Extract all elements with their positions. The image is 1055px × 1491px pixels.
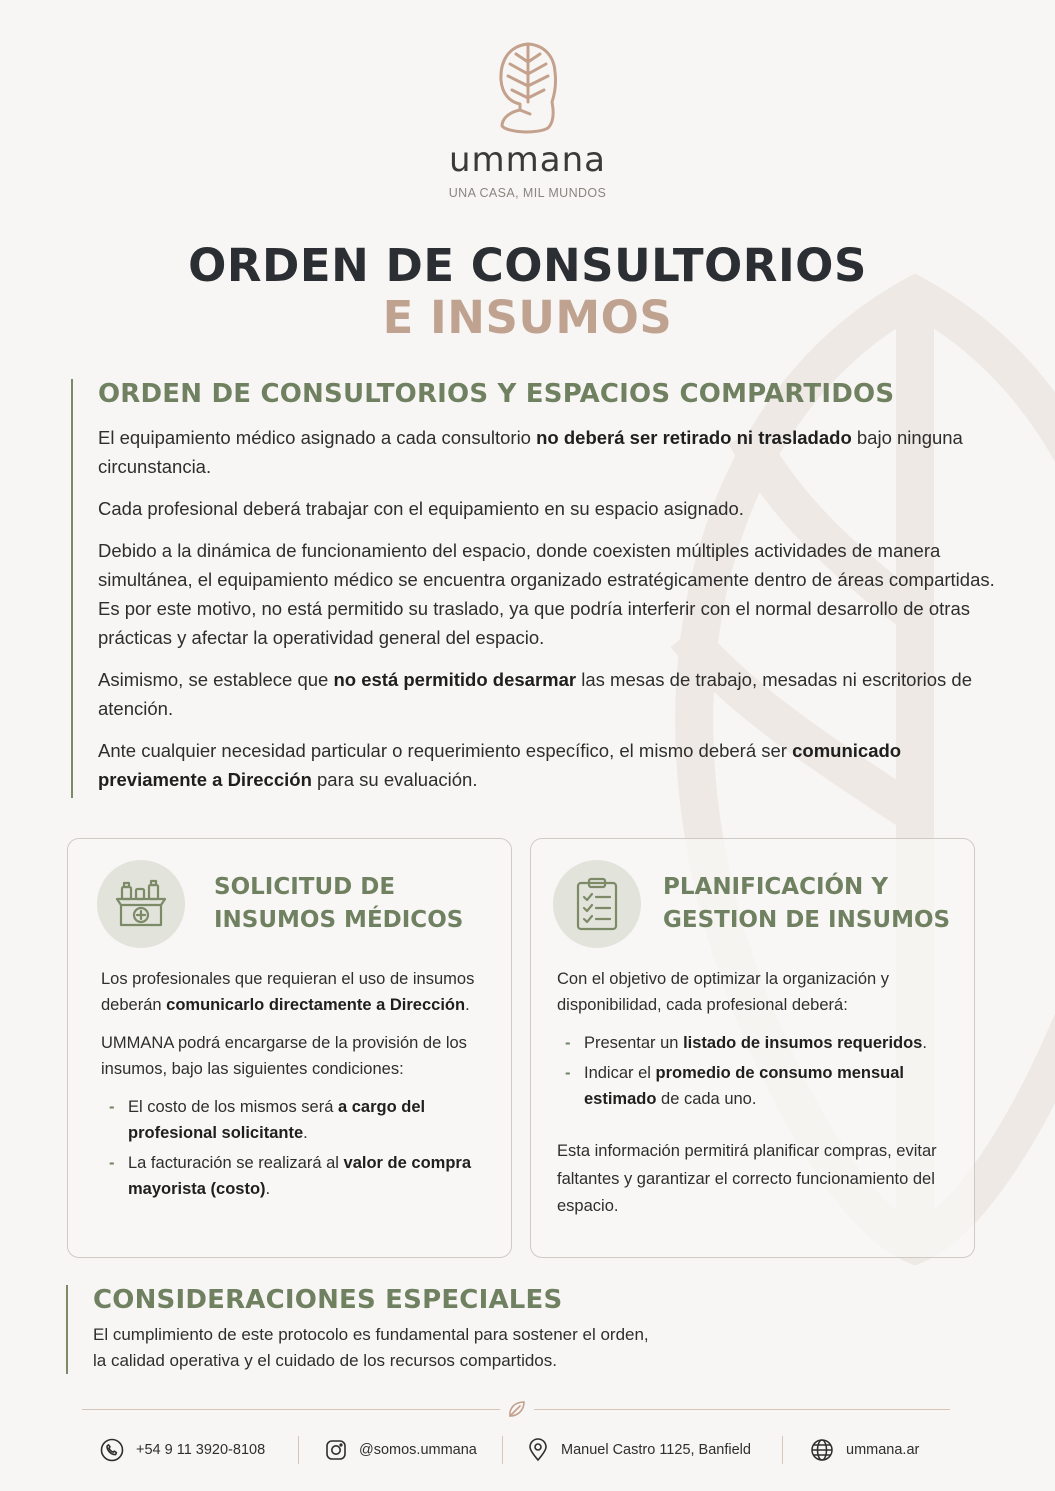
globe-icon	[810, 1438, 834, 1462]
phone-icon	[100, 1438, 124, 1462]
brand-tagline: UNA CASA, MIL MUNDOS	[448, 186, 607, 200]
section-consultorios-p5: Ante cualquier necesidad particular o requerimiento específico, el mismo deberá ser comunicado previamente a Dirección para su evaluación.	[98, 740, 902, 790]
page-title-line2: E INSUMOS	[382, 291, 673, 344]
section-consultorios-p4: Asimismo, se establece que no está permitido desarmar las mesas de trabajo, mesadas ni escritorios de atención.	[98, 669, 972, 719]
footer-address[interactable]	[527, 1432, 751, 1468]
footer-phone[interactable]	[100, 1432, 265, 1468]
footer-contact-bar	[0, 1432, 1055, 1468]
footer-separator	[298, 1436, 299, 1464]
section-consultorios-p1: El equipamiento médico asignado a cada consultorio no deberá ser retirado ni trasladado bajo ninguna circunstancia.	[98, 427, 963, 477]
section-consultorios-p2: Cada profesional deberá trabajar con el equipamiento en su espacio asignado.	[98, 498, 744, 519]
section-consideraciones	[66, 1285, 793, 1374]
section-consideraciones-line1: El cumplimiento de este protocolo es fundamental para sostener el orden,	[93, 1325, 649, 1344]
card-planificacion-title: PLANIFICACIÓN Y GESTION DE INSUMOS	[663, 874, 951, 933]
location-pin-icon	[527, 1438, 549, 1462]
card-planificacion-p1: Con el objetivo de optimizar la organización y disponibilidad, cada profesional deberá:	[557, 970, 890, 1014]
card-solicitud-p2: UMMANA podrá encargarse de la provisión de los insumos, bajo las siguientes condiciones:	[101, 1034, 467, 1078]
section-consultorios	[71, 379, 998, 798]
header-logo	[0, 40, 1055, 200]
card-planificacion-body	[557, 966, 947, 1233]
list-item: - El costo de los mismos será a cargo del profesional solicitante.	[101, 1094, 491, 1146]
footer-separator	[782, 1436, 783, 1464]
brand-name: ummana	[448, 140, 606, 180]
footer-divider	[82, 1409, 950, 1410]
list-item: - Indicar el promedio de consumo mensual estimado de cada uno.	[557, 1060, 947, 1112]
page-title	[0, 240, 1055, 344]
footer-address-text: Manuel Castro 1125, Banfield	[561, 1442, 751, 1458]
footer-instagram-text: @somos.ummana	[359, 1442, 477, 1458]
footer-website[interactable]	[810, 1432, 919, 1468]
footer-instagram[interactable]	[325, 1432, 477, 1468]
list-item: - Presentar un listado de insumos requeridos.	[557, 1030, 947, 1056]
leaf-divider-icon	[506, 1398, 528, 1420]
card-solicitud-body	[101, 966, 491, 1206]
card-planificacion-insumos	[530, 838, 975, 1258]
card-planificacion-list	[557, 1030, 947, 1112]
clipboard-checklist-icon	[553, 860, 641, 948]
section-consideraciones-line2: la calidad operativa y el cuidado de los recursos compartidos.	[93, 1351, 557, 1370]
list-item: - La facturación se realizará al valor de compra mayorista (costo).	[101, 1150, 491, 1202]
card-solicitud-p1: Los profesionales que requieran el uso de insumos deberán comunicarlo directamente a Dirección.	[101, 970, 475, 1014]
section-consideraciones-heading: CONSIDERACIONES ESPECIALES	[93, 1285, 563, 1315]
card-planificacion-p2: Esta información permitirá planificar compras, evitar faltantes y garantizar el correcto funcionamiento del espacio.	[557, 1142, 937, 1215]
section-consultorios-p3: Debido a la dinámica de funcionamiento del espacio, donde coexisten múltiples actividades de manera simultánea, el equipamiento médico se encuentra organizado estratégicamente dentro de áreas compartidas. Es por este motivo, no está permitido su traslado, ya que podría interferir con el normal desarrollo de otras prácticas y afectar la operatividad general del espacio.	[98, 540, 995, 648]
leaf-head-logo-icon	[498, 40, 558, 136]
card-solicitud-title: SOLICITUD DE INSUMOS MÉDICOS	[214, 874, 464, 933]
card-solicitud-list	[101, 1094, 491, 1202]
footer-phone-text: +54 9 11 3920-8108	[136, 1442, 266, 1458]
instagram-icon	[325, 1439, 347, 1461]
footer-separator	[502, 1436, 503, 1464]
page-title-line1: ORDEN DE CONSULTORIOS	[188, 239, 867, 292]
footer-website-text: ummana.ar	[846, 1442, 920, 1458]
card-solicitud-insumos	[67, 838, 512, 1258]
section-consultorios-heading: ORDEN DE CONSULTORIOS Y ESPACIOS COMPARTIDOS	[98, 379, 895, 409]
medical-kit-icon	[97, 860, 185, 948]
